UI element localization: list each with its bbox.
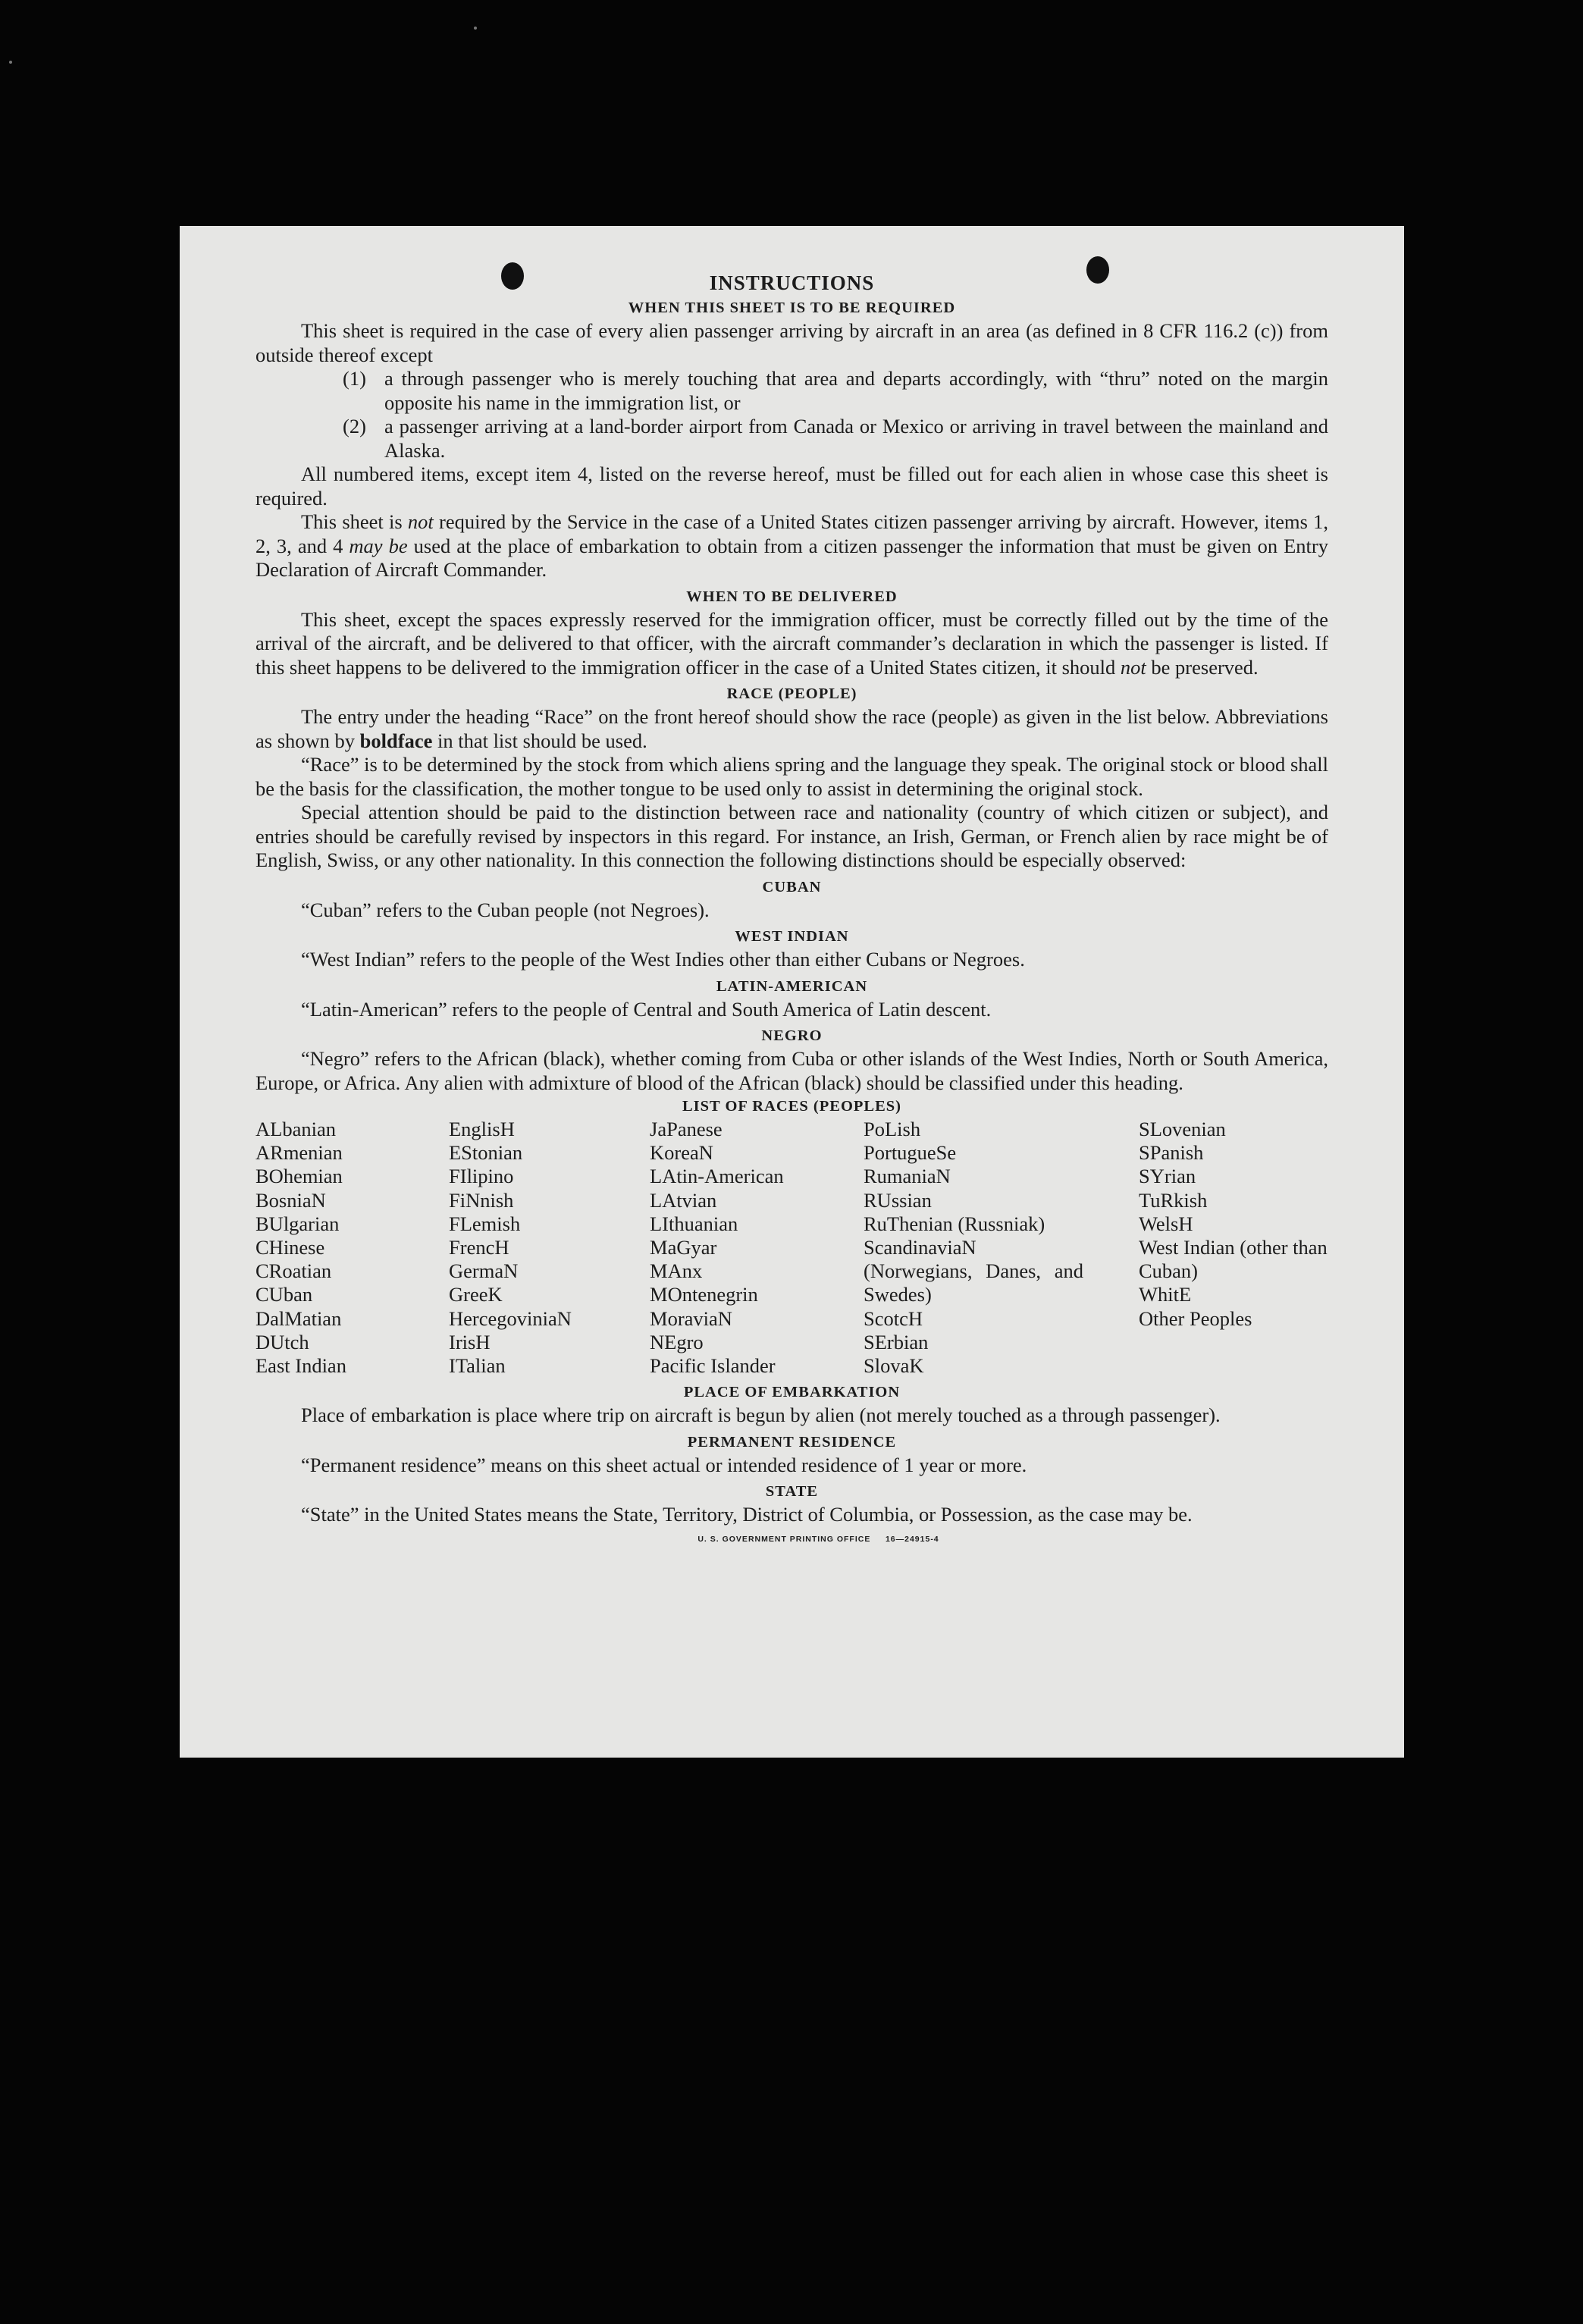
race-entry: RuThenian (Russniak) bbox=[864, 1212, 1045, 1235]
race-entry: MoraviaN bbox=[650, 1306, 732, 1330]
race-entry: MOntenegrin bbox=[650, 1283, 758, 1306]
race-entry: East Indian bbox=[255, 1354, 346, 1378]
race-entry: ScotcH bbox=[864, 1306, 923, 1330]
item-text: a through passenger who is merely touching that area and departs accordingly, with “thru” noted on the margin opposite his name in the immigration list, or bbox=[384, 367, 1328, 414]
delivered-paragraph: This sheet, except the spaces expressly reserved for the immigration officer, must be correctly filled out by the time of the arrival of the aircraft, and be delivered to that officer, with the aircraft commander’s declaration in which the passenger is listed. If this sheet happens to be delivered to the immigration officer in the case of a United States citizen, it should not be preserved. bbox=[255, 607, 1328, 679]
race-entry: PortugueSe bbox=[864, 1141, 957, 1165]
heading-delivered: WHEN TO BE DELIVERED bbox=[686, 588, 898, 605]
race-entry: SlovaK bbox=[864, 1354, 924, 1378]
race-paragraph-2: “Race” is to be determined by the stock from which aliens spring and the language they speak. The original stock or blood shall be the basis for the classification, the mother tongue to be used only to assist in determining the original stock. bbox=[255, 753, 1328, 800]
item-number: (2) bbox=[343, 415, 366, 438]
race-entry: ITalian bbox=[449, 1354, 506, 1378]
scan-speck bbox=[9, 61, 12, 64]
race-entry: WhitE bbox=[1139, 1283, 1192, 1306]
permanent-residence-text: “Permanent residence” means on this sheet actual or intended residence of 1 year or more. bbox=[301, 1453, 1027, 1476]
race-entry: PoLish bbox=[864, 1118, 921, 1140]
heading-cuban: CUBAN bbox=[762, 878, 822, 895]
race-entry: Other Peoples bbox=[1139, 1306, 1252, 1330]
item-text: a passenger arriving at a land-border airport from Canada or Mexico or arriving in travel between the mainland and Alaska. bbox=[384, 415, 1328, 462]
race-entry: FIlipino bbox=[449, 1165, 514, 1188]
race-entry: SYrian bbox=[1139, 1165, 1196, 1188]
heading-race: RACE (PEOPLE) bbox=[726, 685, 857, 702]
race-entry: BOhemian bbox=[255, 1165, 343, 1188]
race-entry: JaPanese bbox=[650, 1118, 723, 1140]
cuban-text: “Cuban” refers to the Cuban people (not Negroes). bbox=[301, 898, 710, 921]
punch-hole-right bbox=[1086, 256, 1109, 284]
race-entry: GreeK bbox=[449, 1283, 503, 1306]
race-entry: ARmenian bbox=[255, 1141, 343, 1165]
item-number: (1) bbox=[343, 367, 366, 390]
page-title: INSTRUCTIONS bbox=[709, 271, 875, 294]
race-entry: Pacific Islander bbox=[650, 1354, 776, 1378]
race-entry: EStonian bbox=[449, 1141, 523, 1165]
required-paragraph-1: This sheet is required in the case of every alien passenger arriving by aircraft in an area (as defined in 8 CFR 116.2 (c)) from outside thereof except bbox=[255, 319, 1328, 366]
race-entry: LAtin-American bbox=[650, 1165, 784, 1188]
races-column-2 bbox=[449, 1118, 650, 1378]
race-entry: NEgro bbox=[650, 1330, 704, 1353]
race-entry: West Indian (other than Cuban) bbox=[1139, 1236, 1328, 1283]
race-entry: DUtch bbox=[255, 1330, 309, 1353]
race-entry: WelsH bbox=[1139, 1212, 1193, 1235]
races-column-1 bbox=[255, 1118, 449, 1378]
race-entry: IrisH bbox=[449, 1330, 491, 1353]
race-entry: CRoatian bbox=[255, 1259, 332, 1283]
latin-american-text: “Latin-American” refers to the people of Central and South America of Latin descent. bbox=[301, 997, 992, 1021]
race-entry: GermaN bbox=[449, 1259, 519, 1283]
races-table bbox=[255, 1118, 1328, 1378]
race-entry: HercegoviniaN bbox=[449, 1306, 572, 1330]
negro-text: “Negro” refers to the African (black), whether coming from Cuba or other islands of the West Indies, North or South America, Europe, or Africa. Any alien with admixture of blood of the African (black) should be classified under this heading. bbox=[255, 1047, 1328, 1094]
race-entry: BUlgarian bbox=[255, 1212, 340, 1235]
exception-item-2 bbox=[255, 415, 1328, 463]
race-entry: MaGyar bbox=[650, 1236, 717, 1259]
race-entry: CHinese bbox=[255, 1236, 325, 1259]
heading-permanent-residence: PERMANENT RESIDENCE bbox=[687, 1433, 897, 1451]
heading-west-indian: WEST INDIAN bbox=[735, 928, 849, 945]
state-text: “State” in the United States means the State, Territory, District of Columbia, or Possession, as the case may be. bbox=[301, 1503, 1193, 1526]
heading-state: STATE bbox=[765, 1483, 819, 1501]
race-entry: BosniaN bbox=[255, 1188, 326, 1212]
race-entry: SPanish bbox=[1139, 1141, 1204, 1165]
races-column-5 bbox=[1139, 1118, 1328, 1378]
required-paragraph-3: This sheet is not required by the Service in the case of a United States citizen passenger arriving by aircraft. However, items 1, 2, 3, and 4 may be used at the place of embarkation to obtain from a citizen passenger the information that must be given on Entry Declaration of Aircraft Commander. bbox=[255, 510, 1328, 581]
race-entry: DalMatian bbox=[255, 1306, 342, 1330]
race-entry: ScandinaviaN (Norwegians, Danes, and Swedes) bbox=[864, 1236, 1083, 1306]
race-entry: TuRkish bbox=[1139, 1188, 1208, 1212]
exception-item-1 bbox=[255, 367, 1328, 415]
heading-embarkation: PLACE OF EMBARKATION bbox=[683, 1384, 901, 1401]
heading-negro: NEGRO bbox=[761, 1027, 823, 1044]
race-entry: FLemish bbox=[449, 1212, 521, 1235]
race-entry: LAtvian bbox=[650, 1188, 717, 1212]
race-entry: MAnx bbox=[650, 1259, 703, 1283]
race-entry: RumaniaN bbox=[864, 1165, 951, 1188]
race-entry: SErbian bbox=[864, 1330, 929, 1353]
race-entry: SLovenian bbox=[1139, 1118, 1226, 1140]
heading-list-of-races: LIST OF RACES (PEOPLES) bbox=[682, 1098, 901, 1115]
race-entry: FrencH bbox=[449, 1236, 509, 1259]
race-entry: CUban bbox=[255, 1283, 313, 1306]
printer-imprint: U. S. GOVERNMENT PRINTING OFFICE 16—24915-4 bbox=[697, 1534, 939, 1544]
race-entry: ALbanian bbox=[255, 1118, 336, 1140]
races-column-3 bbox=[650, 1118, 864, 1378]
race-entry: RUssian bbox=[864, 1188, 932, 1212]
race-entry: KoreaN bbox=[650, 1141, 713, 1165]
instruction-sheet bbox=[180, 226, 1404, 1758]
west-indian-text: “West Indian” refers to the people of the West Indies other than either Cubans or Negroes. bbox=[301, 948, 1025, 971]
race-paragraph-1: The entry under the heading “Race” on the front hereof should show the race (people) as given in the list below. Abbreviations as shown by boldface in that list should be used. bbox=[255, 705, 1328, 752]
required-paragraph-2: All numbered items, except item 4, listed on the reverse hereof, must be filled out for each alien in whose case this sheet is required. bbox=[255, 463, 1328, 510]
heading-latin-american: LATIN-AMERICAN bbox=[716, 977, 868, 995]
race-entry: LIthuanian bbox=[650, 1212, 738, 1235]
races-column-4 bbox=[864, 1118, 1083, 1378]
race-paragraph-3: Special attention should be paid to the distinction between race and nationality (country of which citizen or subject), and entries should be carefully revised by inspectors in this regard. For instance, an Irish, German, or French alien by race might be of English, Swiss, or any other nationality. In this connection the following distinctions should be especially observed: bbox=[255, 801, 1328, 871]
heading-required: WHEN THIS SHEET IS TO BE REQUIRED bbox=[628, 300, 956, 316]
scan-speck bbox=[474, 27, 477, 30]
punch-hole-left bbox=[501, 262, 524, 290]
race-entry: EnglisH bbox=[449, 1118, 515, 1140]
embarkation-text: Place of embarkation is place where trip on aircraft is begun by alien (not merely touched as a through passenger). bbox=[301, 1403, 1221, 1427]
race-entry: FiNnish bbox=[449, 1188, 514, 1212]
